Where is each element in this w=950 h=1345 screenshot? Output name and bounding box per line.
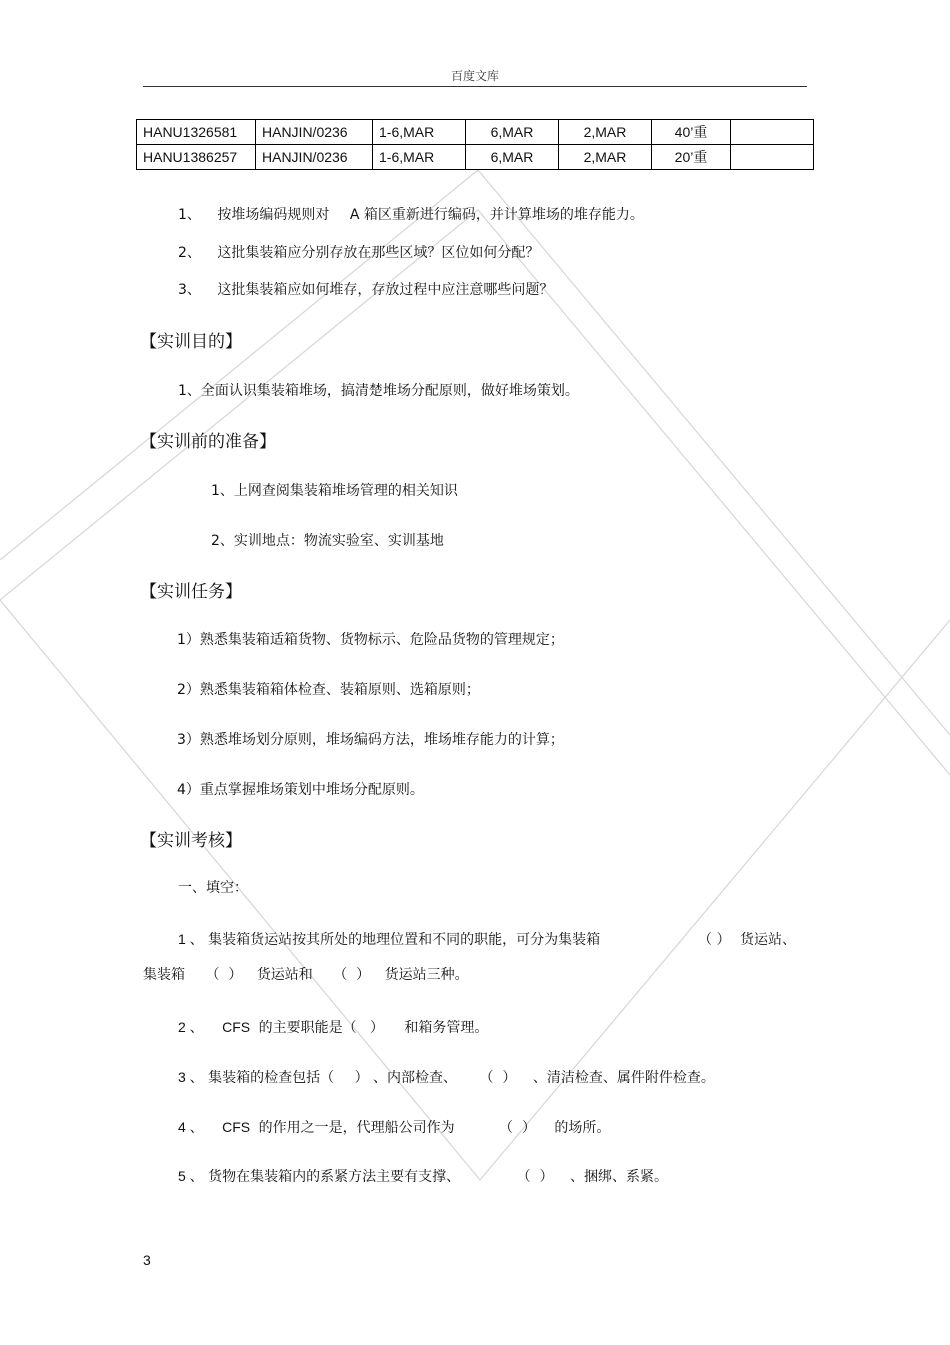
fill-text: CFS xyxy=(222,1019,251,1035)
fill-text: 货物在集装箱内的系紧方法主要有支撑、 xyxy=(208,1169,461,1185)
fill-text: 集装箱货运站按其所处的地理位置和不同的职能，可分为集装箱 xyxy=(208,932,601,948)
question-number: 3、 xyxy=(178,282,201,298)
section-heading-purpose: 【实训目的】 xyxy=(140,332,242,352)
fill-blank: （ ） xyxy=(698,932,731,948)
fill-text: 、内部检查、 xyxy=(373,1070,458,1086)
question-number: 1、 xyxy=(178,207,201,223)
section-heading-preparation: 【实训前的准备】 xyxy=(140,432,276,452)
fill-text: 货运站和 xyxy=(256,967,313,983)
fill-text: 货运站、 xyxy=(740,932,796,948)
table-cell: 6,MAR xyxy=(466,120,559,145)
fill-text: 和箱务管理。 xyxy=(404,1020,489,1036)
fill-number: 3 、 xyxy=(178,1069,204,1085)
table-cell: HANU1386257 xyxy=(137,145,256,170)
section-heading-tasks: 【实训任务】 xyxy=(140,582,242,602)
fill-text: 的主要职能是（ ） xyxy=(258,1020,384,1036)
table-cell: 1-6,MAR xyxy=(373,120,466,145)
table-cell: HANJIN/0236 xyxy=(256,145,373,170)
question-text: 按堆场编码规则对 xyxy=(217,207,330,223)
table-cell: 2,MAR xyxy=(559,120,652,145)
fill-question-5 xyxy=(178,1166,668,1186)
question-3 xyxy=(178,279,553,299)
fill-number: 5 、 xyxy=(178,1168,204,1184)
fill-blank: （ ） xyxy=(205,967,243,983)
question-2 xyxy=(178,242,539,262)
fill-blank: （ ） xyxy=(516,1169,554,1185)
task-item: 4）重点掌握堆场策划中堆场分配原则。 xyxy=(177,782,424,798)
header-divider xyxy=(143,86,807,87)
question-text: 这批集装箱应如何堆存，存放过程中应注意哪些问题？ xyxy=(217,282,554,298)
table-cell: 1-6,MAR xyxy=(373,145,466,170)
question-number: 2、 xyxy=(178,245,201,261)
fill-question-4 xyxy=(178,1117,610,1137)
fill-blank: （ ） xyxy=(479,1070,517,1086)
table-cell xyxy=(731,145,814,170)
container-table xyxy=(136,119,814,170)
fill-text: 的作用之一是，代理船公司作为 xyxy=(258,1120,455,1136)
fill-question-1-line1 xyxy=(178,929,600,949)
fill-number: 4 、 xyxy=(178,1119,204,1135)
preparation-item: 2、实训地点：物流实验室、实训基地 xyxy=(211,533,444,549)
table-row xyxy=(137,120,814,145)
question-text: 这批集装箱应分别存放在那些区域？区位如何分配？ xyxy=(217,245,540,261)
section-heading-assessment: 【实训考核】 xyxy=(140,831,242,851)
table-cell: HANJIN/0236 xyxy=(256,120,373,145)
fill-question-2 xyxy=(178,1017,488,1037)
fill-number: 2 、 xyxy=(178,1019,204,1035)
fill-text: 集装箱的检查包括（ xyxy=(208,1070,335,1086)
fill-text: 集装箱 xyxy=(143,967,185,983)
purpose-item: 1、全面认识集装箱堆场，搞清楚堆场分配原则，做好堆场策划。 xyxy=(178,383,579,399)
fill-text: 、清洁检查、属件附件检查。 xyxy=(532,1070,715,1086)
table-row xyxy=(137,145,814,170)
fill-blank: （ ） xyxy=(333,967,371,983)
task-item: 1）熟悉集装箱适箱货物、货物标示、危险品货物的管理规定； xyxy=(177,632,564,648)
fill-question-3 xyxy=(178,1067,715,1087)
fill-text: CFS xyxy=(222,1119,251,1135)
fill-number: 1 、 xyxy=(178,931,204,947)
question-text: A 箱区重新进行编码，并计算堆场的堆存能力。 xyxy=(349,207,644,223)
fill-text: 的场所。 xyxy=(554,1120,611,1136)
page-number: 3 xyxy=(143,1252,151,1268)
table-cell: 20’重 xyxy=(652,145,731,170)
table-cell: 2,MAR xyxy=(559,145,652,170)
question-1 xyxy=(178,204,644,224)
preparation-item: 1、上网查阅集装箱堆场管理的相关知识 xyxy=(211,483,458,499)
table-cell: 40’重 xyxy=(652,120,731,145)
task-item: 3）熟悉堆场划分原则，堆场编码方法，堆场堆存能力的计算； xyxy=(177,732,564,748)
task-item: 2）熟悉集装箱箱体检查、装箱原则、选箱原则； xyxy=(177,682,480,698)
header-title: 百度文库 xyxy=(450,69,499,83)
table-cell xyxy=(731,120,814,145)
fill-question-1-line2 xyxy=(143,964,469,984)
fill-text: 货运站三种。 xyxy=(384,967,469,983)
fill-text: 、捆绑、系紧。 xyxy=(569,1169,668,1185)
fill-blank: （ ） xyxy=(499,1120,536,1136)
fill-blank: ） xyxy=(354,1070,369,1086)
table-cell: 6,MAR xyxy=(466,145,559,170)
table-cell: HANU1326581 xyxy=(137,120,256,145)
fill-blank-subheading: 一、填空： xyxy=(178,880,248,896)
